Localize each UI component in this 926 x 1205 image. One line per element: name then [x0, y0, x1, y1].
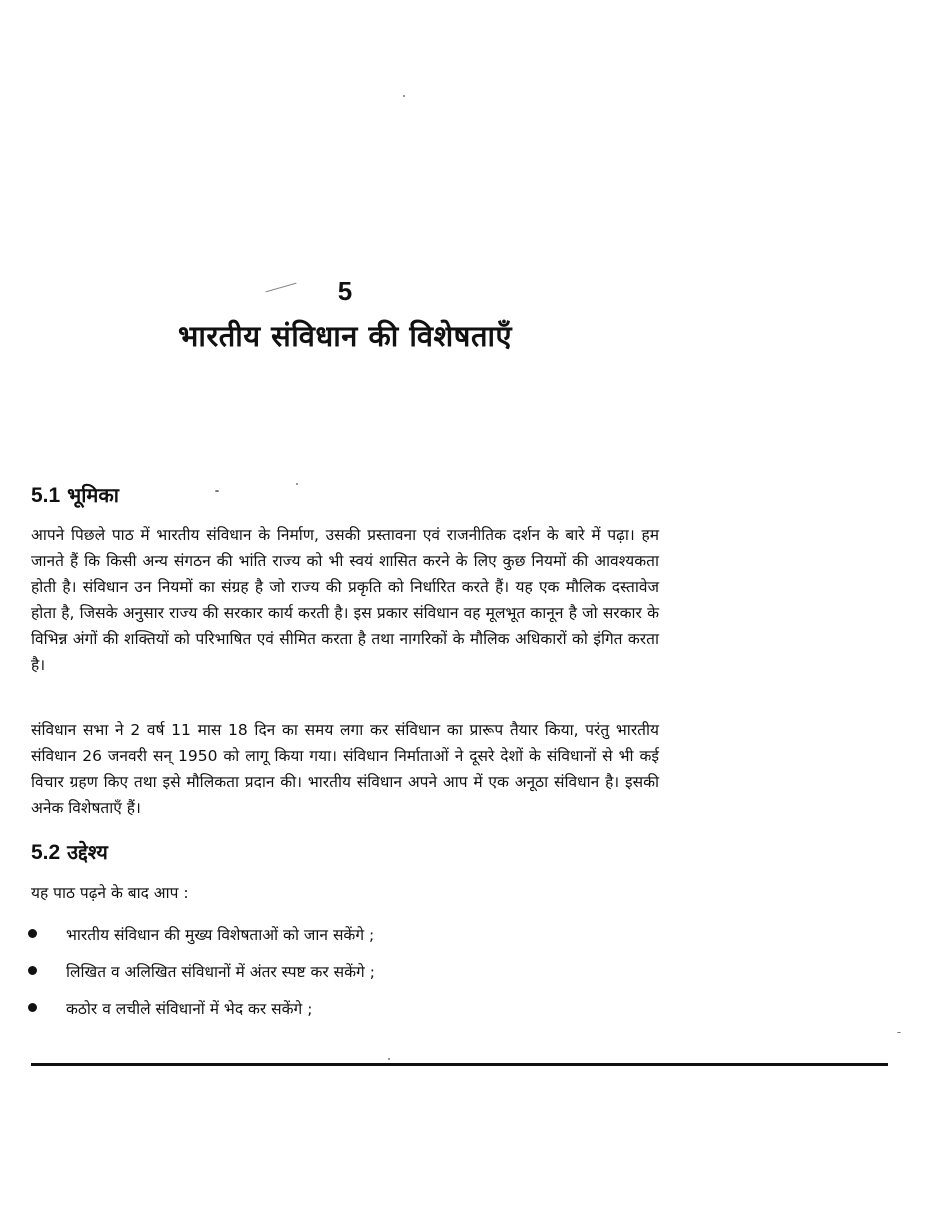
section-number: 5.1	[31, 484, 61, 507]
objectives-list	[28, 915, 668, 1026]
bullet-icon	[28, 966, 37, 975]
list-item	[28, 989, 668, 1026]
scan-speck	[388, 1058, 390, 1060]
section-heading-5-1	[31, 481, 119, 508]
objective-text: भारतीय संविधान की मुख्य विशेषताओं को जान सकेंगे ;	[66, 925, 375, 944]
chapter-title: भारतीय संविधान की विशेषताएँ	[177, 319, 513, 353]
objective-text: लिखित व अलिखित संविधानों में अंतर स्पष्ट कर सकेंगे ;	[66, 962, 375, 981]
section-number: 5.2	[31, 841, 61, 864]
intro-paragraph-2: संविधान सभा ने 2 वर्ष 11 मास 18 दिन का समय लगा कर संविधान का प्रारूप तैयार किया, परंतु भारतीय संविधान 26 जनवरी सन् 1950 को लागू किया गया। संविधान निर्माताओं ने दूसरे देशों के संविधानों से भी कई विचार ग्रहण किए तथा इसे मौलिकता प्रदान की। भारतीय संविधान अपने आप में एक अनूठा संविधान है। इसकी अनेक विशेषताएँ हैं।	[31, 721, 659, 817]
bullet-icon	[28, 929, 37, 938]
section-title: उद्देश्य	[67, 840, 108, 864]
bullet-icon	[28, 1003, 37, 1012]
footer-divider	[31, 1063, 888, 1066]
scan-speck	[403, 95, 405, 97]
intro-paragraph-1: आपने पिछले पाठ में भारतीय संविधान के निर्माण, उसकी प्रस्तावना एवं राजनीतिक दर्शन के बारे में पढ़ा। हम जानते हैं कि किसी अन्य संगठन की भांति राज्य को भी स्वयं शासित करने के लिए कुछ नियमों की आवश्यकता होती है। संविधान उन नियमों का संग्रह है जो राज्य की प्रकृति को निर्धारित करते हैं। यह एक मौलिक दस्तावेज होता है, जिसके अनुसार राज्य की सरकार कार्य करती है। इस प्रकार संविधान वह मूलभूत कानून है जो सरकार के विभिन्न अंगों की शक्तियों को परिभाषित एवं सीमित करता है तथा नागरिकों के मौलिक अधिकारों को इंगित करता है।	[31, 526, 659, 674]
objective-text: कठोर व लचीले संविधानों में भेद कर सकेंगे ;	[66, 999, 313, 1018]
list-item	[28, 915, 668, 952]
objectives-intro: यह पाठ पढ़ने के बाद आप :	[31, 884, 189, 902]
section-heading-5-2	[31, 838, 108, 865]
scan-speck	[215, 490, 219, 492]
section-title: भूमिका	[67, 483, 119, 507]
scan-speck	[296, 483, 298, 485]
chapter-number: 5	[337, 276, 353, 306]
list-item	[28, 952, 668, 989]
scan-speck	[897, 1032, 901, 1033]
